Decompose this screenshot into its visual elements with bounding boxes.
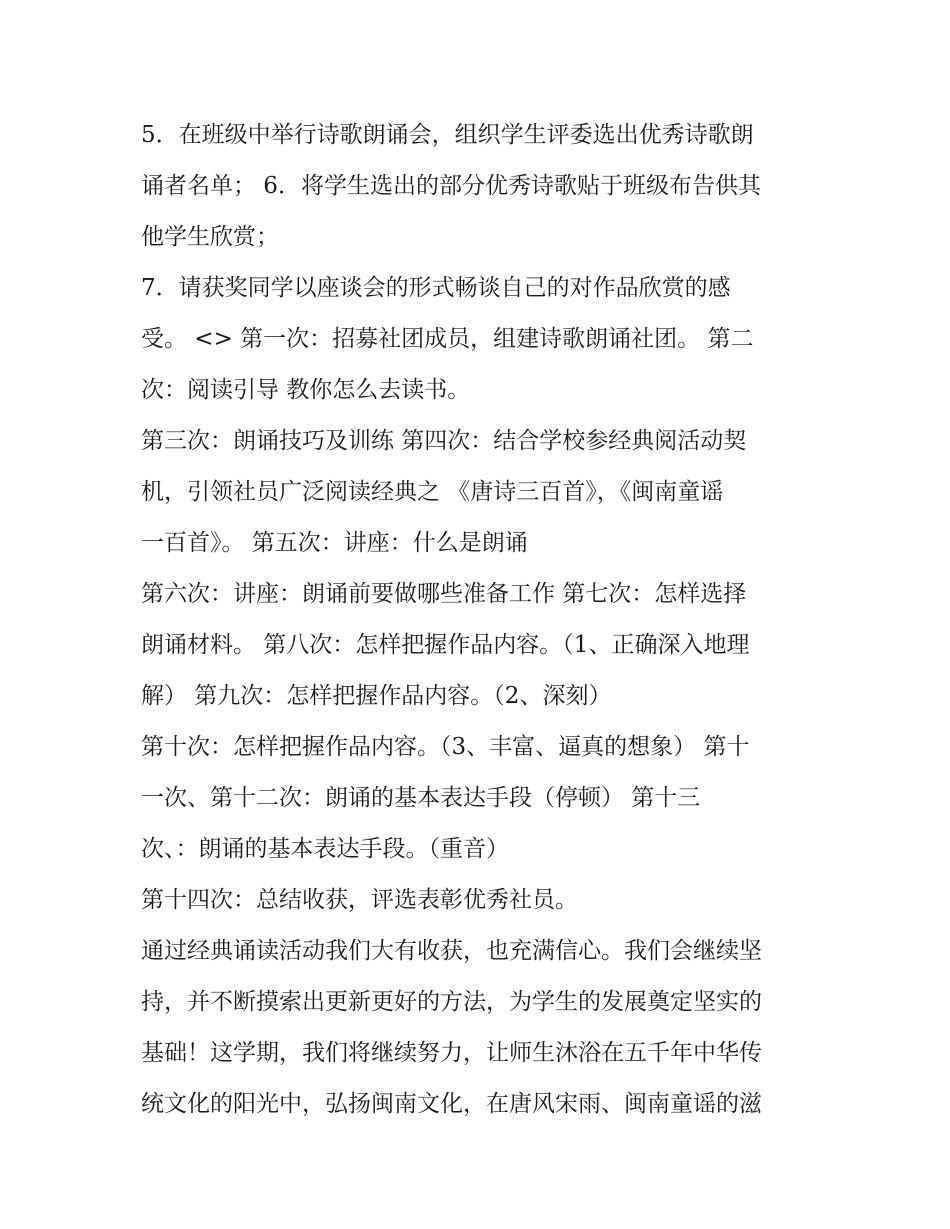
text-line: 次：阅读引导 教你怎么去读书。 [141,377,471,403]
text-line: 次、：朗诵的基本表达手段。（重音） [141,836,509,862]
text-line: 第六次：讲座：朗诵前要做哪些准备工作 第七次：怎样选择 [141,581,747,607]
text-line: 统文化的阳光中，弘扬闽南文化，在唐风宋雨、闽南童谣的滋 [141,1091,762,1117]
text-line: 第三次：朗诵技巧及训练 第四次：结合学校参经典阅活动契 [141,428,747,454]
text-line: 第十四次：总结收获，评选表彰优秀社员。 [141,887,578,913]
text-line: 持，并不断摸索出更新更好的方法，为学生的发展奠定坚实的 [141,989,762,1015]
text-line: 7．请获奖同学以座谈会的形式畅谈自己的对作品欣赏的感 [141,275,731,301]
text-line: 他学生欣赏； [141,224,279,250]
text-line: 第十次：怎样把握作品内容。（3、丰富、逼真的想象） 第十 [141,734,750,760]
text-line: 一次、第十二次：朗诵的基本表达手段（停顿） 第十三 [141,785,701,811]
text-line: 机，引领社员广泛阅读经典之 《唐诗三百首》，《闽南童谣 [141,479,724,505]
text-line: 5．在班级中举行诗歌朗诵会，组织学生评委选出优秀诗歌朗 [141,122,754,148]
text-line: 一百首》。 第五次：讲座：什么是朗诵 [141,530,528,556]
text-line: 通过经典诵读活动我们大有收获，也充满信心。我们会继续坚 [141,938,762,964]
text-line: 朗诵材料。 第八次：怎样把握作品内容。（1、正确深入地理 [141,632,750,658]
text-line: 基础！这学期，我们将继续努力，让师生沐浴在五千年中华传 [141,1040,762,1066]
text-line: 受。 <> 第一次：招募社团成员，组建诗歌朗诵社团。 第二 [141,326,754,352]
body-text [141,110,821,1130]
text-line: 解） 第九次：怎样把握作品内容。（2、深刻） [141,683,612,709]
text-line: 诵者名单； 6．将学生选出的部分优秀诗歌贴于班级布告供其 [141,173,761,199]
